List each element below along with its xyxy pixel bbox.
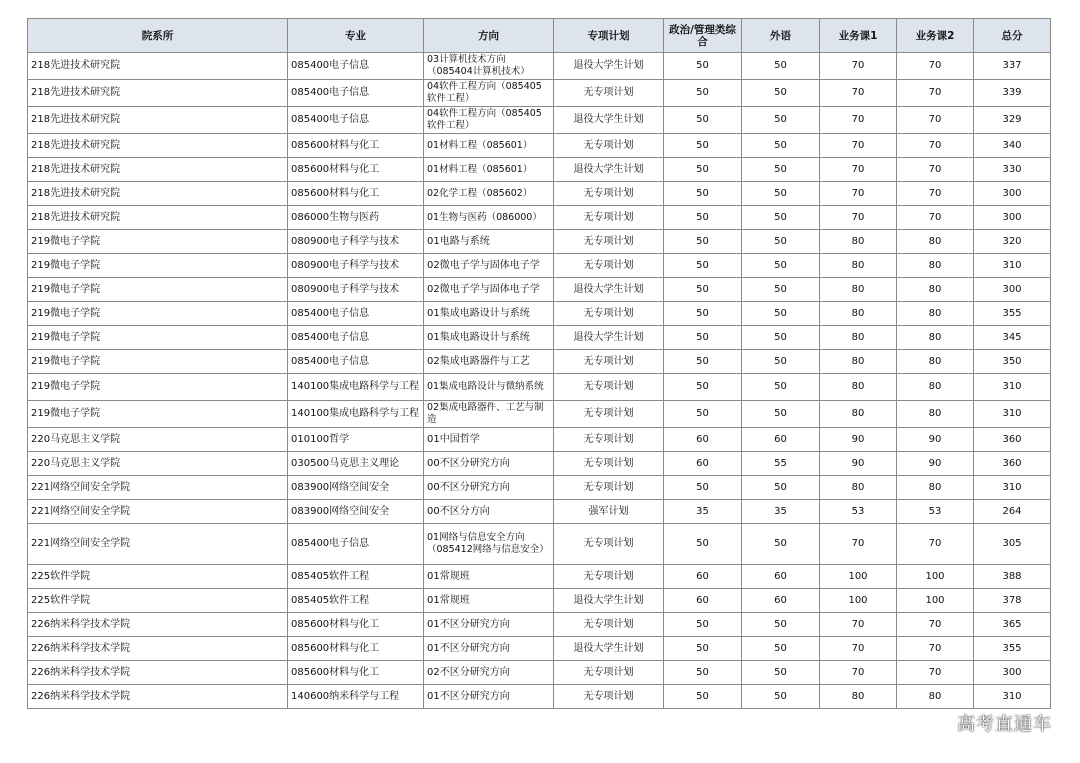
table-cell: 70 <box>897 206 974 230</box>
table-row <box>28 524 1051 565</box>
table-cell: 70 <box>897 661 974 685</box>
table-cell: 221网络空间安全学院 <box>28 524 288 565</box>
table-cell: 50 <box>664 637 742 661</box>
table-cell: 300 <box>974 182 1051 206</box>
table-cell: 50 <box>664 326 742 350</box>
table-cell: 01常规班 <box>424 589 554 613</box>
table-cell: 355 <box>974 302 1051 326</box>
table-cell: 60 <box>742 428 820 452</box>
table-cell: 50 <box>664 278 742 302</box>
table-cell: 50 <box>664 302 742 326</box>
table-cell: 02化学工程（085602） <box>424 182 554 206</box>
table-cell: 70 <box>897 637 974 661</box>
table-cell: 80 <box>820 476 897 500</box>
table-cell: 强军计划 <box>554 500 664 524</box>
table-cell: 085400电子信息 <box>288 326 424 350</box>
table-cell: 53 <box>820 500 897 524</box>
table-row <box>28 589 1051 613</box>
table-cell: 360 <box>974 428 1051 452</box>
table-cell: 337 <box>974 53 1051 80</box>
table-cell: 01材料工程（085601） <box>424 158 554 182</box>
table-cell: 310 <box>974 254 1051 278</box>
table-cell: 无专项计划 <box>554 565 664 589</box>
table-cell: 50 <box>742 80 820 107</box>
table-cell: 330 <box>974 158 1051 182</box>
table-cell: 226纳米科学技术学院 <box>28 685 288 709</box>
table-cell: 50 <box>664 53 742 80</box>
table-cell: 60 <box>664 428 742 452</box>
table-cell: 50 <box>664 254 742 278</box>
table-cell: 无专项计划 <box>554 401 664 428</box>
table-cell: 70 <box>897 134 974 158</box>
table-cell: 无专项计划 <box>554 302 664 326</box>
table-cell: 50 <box>664 206 742 230</box>
table-cell: 083900网络空间安全 <box>288 500 424 524</box>
table-cell: 无专项计划 <box>554 182 664 206</box>
table-cell: 310 <box>974 401 1051 428</box>
table-cell: 80 <box>897 278 974 302</box>
table-cell: 60 <box>742 565 820 589</box>
table-cell: 01集成电路设计与系统 <box>424 302 554 326</box>
table-cell: 70 <box>897 107 974 134</box>
table-cell: 226纳米科学技术学院 <box>28 661 288 685</box>
table-cell: 01不区分研究方向 <box>424 613 554 637</box>
table-cell: 60 <box>664 589 742 613</box>
table-cell: 221网络空间安全学院 <box>28 476 288 500</box>
header-row <box>28 19 1051 53</box>
table-row <box>28 206 1051 230</box>
table-cell: 70 <box>820 107 897 134</box>
table-row <box>28 326 1051 350</box>
table-row <box>28 476 1051 500</box>
table-cell: 60 <box>664 452 742 476</box>
table-cell: 01常规班 <box>424 565 554 589</box>
table-cell: 50 <box>664 134 742 158</box>
table-cell: 50 <box>742 206 820 230</box>
table-cell: 无专项计划 <box>554 206 664 230</box>
table-cell: 70 <box>820 524 897 565</box>
table-cell: 90 <box>897 428 974 452</box>
table-cell: 90 <box>897 452 974 476</box>
table-cell: 80 <box>820 326 897 350</box>
table-cell: 02不区分研究方向 <box>424 661 554 685</box>
table-cell: 退役大学生计划 <box>554 326 664 350</box>
table-cell: 50 <box>742 254 820 278</box>
table-cell: 365 <box>974 613 1051 637</box>
table-cell: 50 <box>742 637 820 661</box>
table-row <box>28 500 1051 524</box>
table-cell: 085400电子信息 <box>288 107 424 134</box>
table-cell: 50 <box>742 158 820 182</box>
table-row <box>28 428 1051 452</box>
table-cell: 无专项计划 <box>554 452 664 476</box>
table-cell: 085600材料与化工 <box>288 661 424 685</box>
table-cell: 220马克思主义学院 <box>28 452 288 476</box>
table-cell: 50 <box>664 230 742 254</box>
table-cell: 218先进技术研究院 <box>28 80 288 107</box>
table-cell: 04软件工程方向（085405软件工程） <box>424 80 554 107</box>
table-row <box>28 182 1051 206</box>
table-cell: 01集成电路设计与微纳系统 <box>424 374 554 401</box>
column-header: 方向 <box>424 19 554 53</box>
table-cell: 01集成电路设计与系统 <box>424 326 554 350</box>
table-cell: 310 <box>974 685 1051 709</box>
table-cell: 退役大学生计划 <box>554 278 664 302</box>
table-cell: 50 <box>664 107 742 134</box>
column-header: 总分 <box>974 19 1051 53</box>
table-cell: 50 <box>742 661 820 685</box>
table-cell: 70 <box>820 53 897 80</box>
table-cell: 220马克思主义学院 <box>28 428 288 452</box>
table-cell: 50 <box>664 613 742 637</box>
table-cell: 80 <box>820 374 897 401</box>
table-cell: 50 <box>742 350 820 374</box>
table-cell: 083900网络空间安全 <box>288 476 424 500</box>
table-cell: 无专项计划 <box>554 524 664 565</box>
table-cell: 80 <box>897 302 974 326</box>
table-cell: 086000生物与医药 <box>288 206 424 230</box>
table-cell: 80 <box>820 685 897 709</box>
table-row <box>28 107 1051 134</box>
table-cell: 085405软件工程 <box>288 565 424 589</box>
table-cell: 退役大学生计划 <box>554 637 664 661</box>
column-header: 政治/管理类综合 <box>664 19 742 53</box>
table-row <box>28 685 1051 709</box>
table-cell: 70 <box>820 158 897 182</box>
table-cell: 50 <box>742 326 820 350</box>
table-cell: 90 <box>820 452 897 476</box>
column-header: 专业 <box>288 19 424 53</box>
table-cell: 225软件学院 <box>28 589 288 613</box>
table-cell: 085600材料与化工 <box>288 182 424 206</box>
table-cell: 无专项计划 <box>554 80 664 107</box>
table-cell: 140100集成电路科学与工程 <box>288 401 424 428</box>
table-cell: 80 <box>897 685 974 709</box>
table-cell: 01电路与系统 <box>424 230 554 254</box>
table-cell: 60 <box>664 565 742 589</box>
table-cell: 80 <box>897 230 974 254</box>
table-row <box>28 401 1051 428</box>
table-cell: 90 <box>820 428 897 452</box>
table-cell: 02集成电路器件、工艺与制造 <box>424 401 554 428</box>
table-cell: 35 <box>664 500 742 524</box>
table-cell: 50 <box>742 53 820 80</box>
table-row <box>28 278 1051 302</box>
table-cell: 388 <box>974 565 1051 589</box>
table-cell: 221网络空间安全学院 <box>28 500 288 524</box>
table-cell: 50 <box>742 476 820 500</box>
table-cell: 02微电子学与固体电子学 <box>424 278 554 302</box>
table-row <box>28 661 1051 685</box>
table-cell: 339 <box>974 80 1051 107</box>
table-cell: 退役大学生计划 <box>554 53 664 80</box>
table-cell: 无专项计划 <box>554 134 664 158</box>
table-cell: 退役大学生计划 <box>554 107 664 134</box>
table-cell: 01材料工程（085601） <box>424 134 554 158</box>
table-cell: 无专项计划 <box>554 685 664 709</box>
table-cell: 无专项计划 <box>554 374 664 401</box>
table-header <box>28 19 1051 53</box>
table-cell: 50 <box>664 374 742 401</box>
table-cell: 无专项计划 <box>554 350 664 374</box>
table-cell: 50 <box>742 107 820 134</box>
table-cell: 085400电子信息 <box>288 350 424 374</box>
table-cell: 50 <box>664 476 742 500</box>
table-cell: 50 <box>664 661 742 685</box>
table-cell: 70 <box>897 182 974 206</box>
table-cell: 80 <box>897 254 974 278</box>
table-cell: 80 <box>897 350 974 374</box>
table-cell: 80 <box>820 302 897 326</box>
table-cell: 70 <box>897 613 974 637</box>
table-cell: 085400电子信息 <box>288 53 424 80</box>
column-header: 院系所 <box>28 19 288 53</box>
table-cell: 310 <box>974 476 1051 500</box>
table-cell: 01不区分研究方向 <box>424 685 554 709</box>
table-cell: 80 <box>897 401 974 428</box>
table-cell: 00不区分方向 <box>424 500 554 524</box>
table-cell: 70 <box>897 53 974 80</box>
table-cell: 53 <box>897 500 974 524</box>
table-cell: 70 <box>820 637 897 661</box>
table-cell: 219微电子学院 <box>28 401 288 428</box>
table-cell: 70 <box>820 661 897 685</box>
table-cell: 50 <box>664 401 742 428</box>
column-header: 专项计划 <box>554 19 664 53</box>
table-cell: 70 <box>820 613 897 637</box>
table-cell: 219微电子学院 <box>28 278 288 302</box>
table-cell: 无专项计划 <box>554 476 664 500</box>
table-cell: 218先进技术研究院 <box>28 53 288 80</box>
table-cell: 300 <box>974 661 1051 685</box>
table-cell: 226纳米科学技术学院 <box>28 613 288 637</box>
table-cell: 100 <box>820 589 897 613</box>
table-cell: 70 <box>820 182 897 206</box>
table-cell: 50 <box>742 374 820 401</box>
table-cell: 01生物与医药（086000） <box>424 206 554 230</box>
table-cell: 218先进技术研究院 <box>28 182 288 206</box>
table-cell: 218先进技术研究院 <box>28 134 288 158</box>
table-cell: 310 <box>974 374 1051 401</box>
table-cell: 080900电子科学与技术 <box>288 254 424 278</box>
table-body <box>28 53 1051 709</box>
table-cell: 70 <box>820 80 897 107</box>
table-cell: 085600材料与化工 <box>288 158 424 182</box>
table-cell: 080900电子科学与技术 <box>288 278 424 302</box>
table-row <box>28 158 1051 182</box>
table-cell: 50 <box>664 524 742 565</box>
table-cell: 80 <box>897 476 974 500</box>
table-cell: 50 <box>742 230 820 254</box>
table-cell: 01中国哲学 <box>424 428 554 452</box>
table-cell: 无专项计划 <box>554 230 664 254</box>
table-cell: 360 <box>974 452 1051 476</box>
table-cell: 50 <box>742 524 820 565</box>
table-row <box>28 452 1051 476</box>
watermark-text: 高考直通车 <box>957 714 1052 735</box>
table-row <box>28 230 1051 254</box>
table-row <box>28 53 1051 80</box>
table-cell: 35 <box>742 500 820 524</box>
table-cell: 80 <box>820 278 897 302</box>
table-cell: 50 <box>742 613 820 637</box>
table-cell: 70 <box>820 134 897 158</box>
table-cell: 50 <box>742 278 820 302</box>
table-cell: 80 <box>820 401 897 428</box>
table-cell: 退役大学生计划 <box>554 158 664 182</box>
table-row <box>28 350 1051 374</box>
table-row <box>28 134 1051 158</box>
column-header: 业务课1 <box>820 19 897 53</box>
table-cell: 无专项计划 <box>554 613 664 637</box>
table-cell: 305 <box>974 524 1051 565</box>
table-cell: 010100哲学 <box>288 428 424 452</box>
table-cell: 70 <box>897 80 974 107</box>
table-cell: 50 <box>742 134 820 158</box>
table-row <box>28 613 1051 637</box>
table-cell: 219微电子学院 <box>28 302 288 326</box>
table-cell: 50 <box>664 685 742 709</box>
table-cell: 085400电子信息 <box>288 80 424 107</box>
table-cell: 264 <box>974 500 1051 524</box>
table-cell: 218先进技术研究院 <box>28 206 288 230</box>
table-cell: 080900电子科学与技术 <box>288 230 424 254</box>
table-cell: 226纳米科学技术学院 <box>28 637 288 661</box>
table-cell: 300 <box>974 206 1051 230</box>
table-row <box>28 254 1051 278</box>
table-cell: 329 <box>974 107 1051 134</box>
table-cell: 355 <box>974 637 1051 661</box>
table-cell: 50 <box>742 401 820 428</box>
table-cell: 085405软件工程 <box>288 589 424 613</box>
table-cell: 00不区分研究方向 <box>424 476 554 500</box>
column-header: 业务课2 <box>897 19 974 53</box>
table-cell: 80 <box>897 326 974 350</box>
table-cell: 无专项计划 <box>554 661 664 685</box>
score-table <box>27 18 1051 709</box>
table-cell: 140100集成电路科学与工程 <box>288 374 424 401</box>
table-cell: 70 <box>897 158 974 182</box>
table-cell: 219微电子学院 <box>28 374 288 401</box>
table-cell: 218先进技术研究院 <box>28 158 288 182</box>
table-cell: 01网络与信息安全方向（085412网络与信息安全） <box>424 524 554 565</box>
table-cell: 140600纳米科学与工程 <box>288 685 424 709</box>
table-cell: 320 <box>974 230 1051 254</box>
table-cell: 70 <box>897 524 974 565</box>
table-cell: 030500马克思主义理论 <box>288 452 424 476</box>
table-cell: 01不区分研究方向 <box>424 637 554 661</box>
table-cell: 03计算机技术方向（085404计算机技术） <box>424 53 554 80</box>
table-cell: 100 <box>820 565 897 589</box>
table-cell: 80 <box>820 254 897 278</box>
table-cell: 085600材料与化工 <box>288 134 424 158</box>
table-cell: 70 <box>820 206 897 230</box>
table-cell: 退役大学生计划 <box>554 589 664 613</box>
table-cell: 300 <box>974 278 1051 302</box>
table-cell: 50 <box>664 182 742 206</box>
table-cell: 55 <box>742 452 820 476</box>
table-cell: 02微电子学与固体电子学 <box>424 254 554 278</box>
table-cell: 02集成电路器件与工艺 <box>424 350 554 374</box>
table-cell: 80 <box>820 350 897 374</box>
table-cell: 80 <box>897 374 974 401</box>
table-cell: 085600材料与化工 <box>288 637 424 661</box>
table-cell: 50 <box>742 685 820 709</box>
table-cell: 350 <box>974 350 1051 374</box>
table-cell: 219微电子学院 <box>28 350 288 374</box>
table-cell: 60 <box>742 589 820 613</box>
table-cell: 50 <box>742 182 820 206</box>
table-cell: 085400电子信息 <box>288 302 424 326</box>
table-cell: 085600材料与化工 <box>288 613 424 637</box>
table-cell: 无专项计划 <box>554 428 664 452</box>
column-header: 外语 <box>742 19 820 53</box>
table-cell: 225软件学院 <box>28 565 288 589</box>
table-row <box>28 374 1051 401</box>
table-cell: 80 <box>820 230 897 254</box>
table-row <box>28 637 1051 661</box>
table-cell: 219微电子学院 <box>28 326 288 350</box>
table-cell: 00不区分研究方向 <box>424 452 554 476</box>
table-cell: 378 <box>974 589 1051 613</box>
table-cell: 340 <box>974 134 1051 158</box>
table-cell: 50 <box>664 80 742 107</box>
table-cell: 无专项计划 <box>554 254 664 278</box>
table-row <box>28 302 1051 326</box>
table-cell: 50 <box>742 302 820 326</box>
table-row <box>28 565 1051 589</box>
table-row <box>28 80 1051 107</box>
table-cell: 218先进技术研究院 <box>28 107 288 134</box>
table-cell: 50 <box>664 350 742 374</box>
table-cell: 085400电子信息 <box>288 524 424 565</box>
table-cell: 219微电子学院 <box>28 254 288 278</box>
table-cell: 04软件工程方向（085405软件工程） <box>424 107 554 134</box>
table-cell: 345 <box>974 326 1051 350</box>
table-cell: 219微电子学院 <box>28 230 288 254</box>
table-cell: 100 <box>897 565 974 589</box>
table-cell: 50 <box>664 158 742 182</box>
table-cell: 100 <box>897 589 974 613</box>
